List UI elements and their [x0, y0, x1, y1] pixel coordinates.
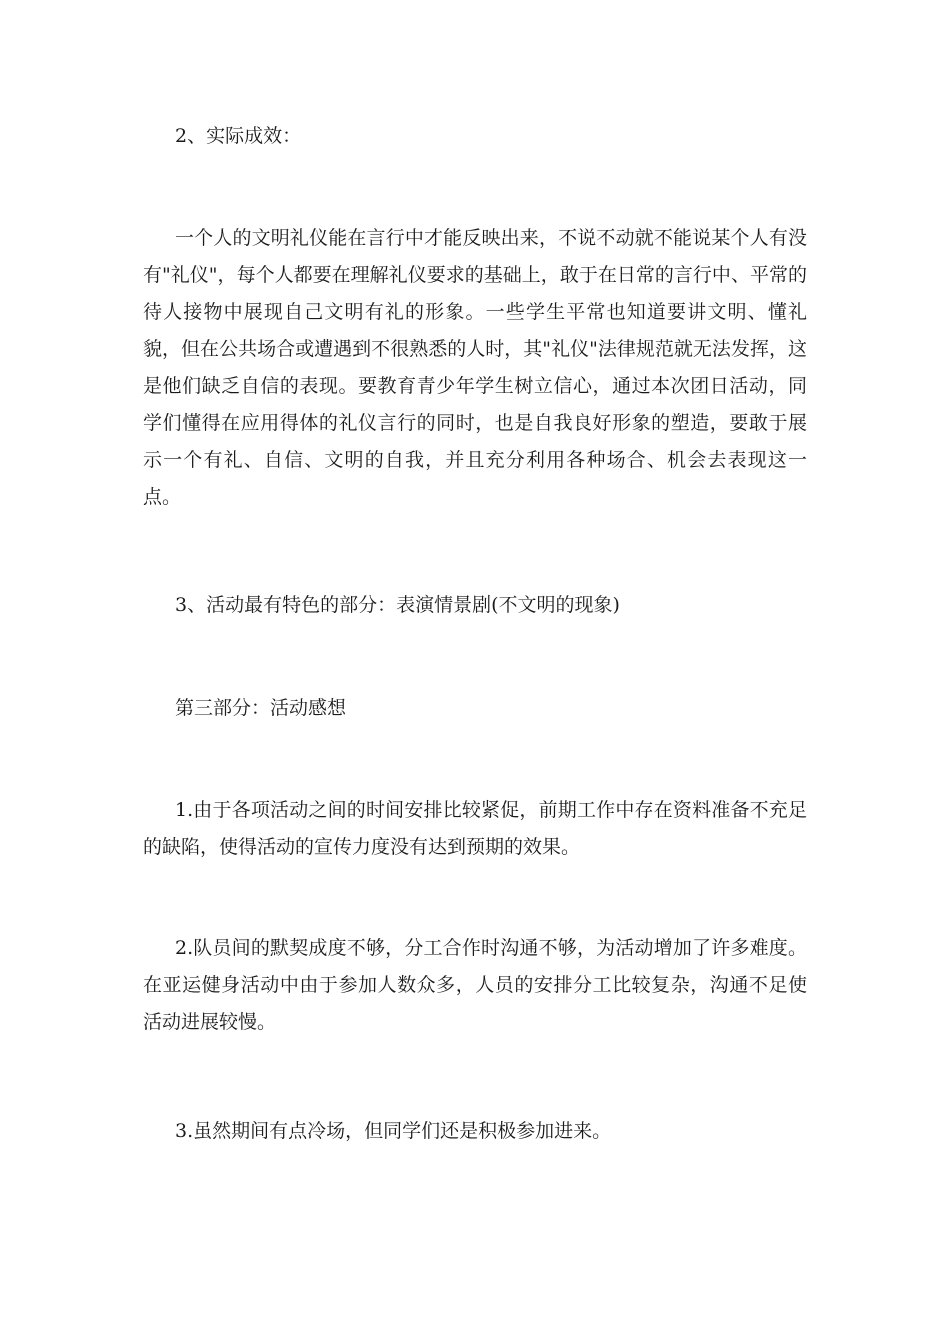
reflection-item-1: 1.由于各项活动之间的时间安排比较紧促，前期工作中存在资料准备不充足的缺陷，使得活动的宣传力度没有达到预期的效果。	[143, 799, 807, 858]
section-3-heading: 3、活动最有特色的部分：表演情景剧(不文明的现象)	[175, 594, 620, 616]
body-paragraph: 一个人的文明礼仪能在言行中才能反映出来，不说不动就不能说某个人有没有"礼仪"，每个人都要在理解礼仪要求的基础上，敢于在日常的言行中、平常的待人接物中展现自己文明有礼的形象。一些学生平常也知道要讲文明、懂礼貌，但在公共场合或遭遇到不很熟悉的人时，其"礼仪"法律规范就无法发挥，这是他们缺乏自信的表现。要教育青少年学生树立信心，通过本次团日活动，同学们懂得在应用得体的礼仪言行的同时，也是自我良好形象的塑造，要敢于展示一个有礼、自信、文明的自我，并且充分利用各种场合、机会去表现这一点。	[143, 227, 807, 508]
reflection-item-2: 2.队员间的默契成度不够，分工合作时沟通不够，为活动增加了许多难度。在亚运健身活动中由于参加人数众多，人员的安排分工比较复杂，沟通不足使活动进展较慢。	[143, 937, 807, 1033]
part-3-heading: 第三部分：活动感想	[175, 697, 347, 719]
reflection-item-3: 3.虽然期间有点冷场，但同学们还是积极参加进来。	[175, 1120, 612, 1142]
section-2-heading: 2、实际成效：	[175, 125, 302, 147]
